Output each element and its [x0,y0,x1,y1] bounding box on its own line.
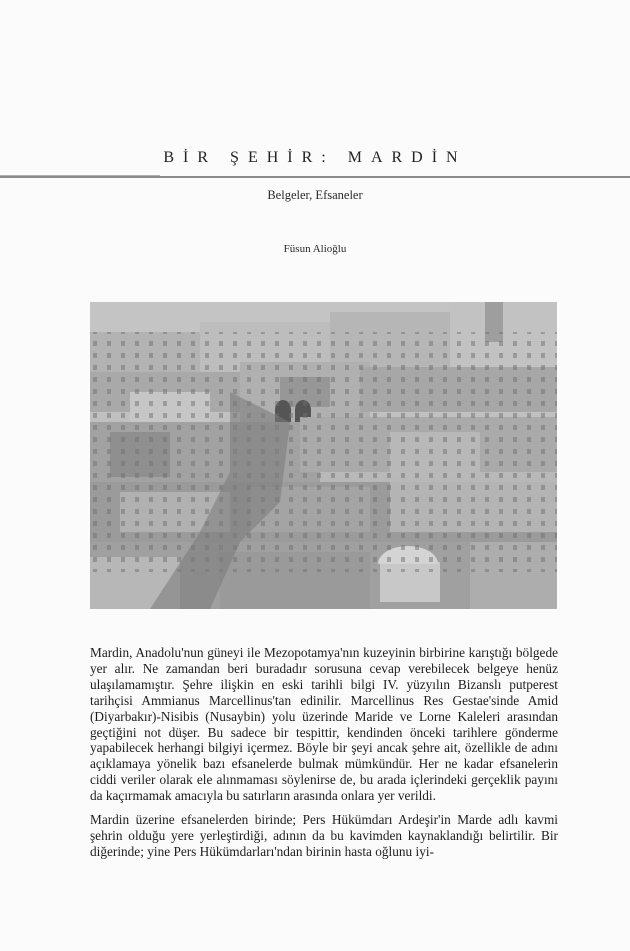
article-body [90,645,558,868]
page-subtitle: Belgeler, Efsaneler [267,188,363,202]
photo-mardin-cityscape [90,302,557,609]
paragraph: Mardin, Anadolu'nun güneyi ile Mezopotamya'nın kuzeyinin birbirine karıştığı bölgede yer alır. Ne zamandan beri buradadır sorusuna cevap verebilecek belgeye henüz ulaşılamamıştır. Şehre ilişkin en eski tarihli bilgi IV. yüzyılın Bizanslı putperest tarihçisi Ammianus Marcellinus'tan edinilir. Marcellinus Res Gestae'sinde Amid (Diyarbakır)-Nisibis (Nusaybin) yolu üzerinde Maride ve Lorne Kaleleri arasından geçtiğini not düşer. Bu sadece bir tespittir, kendinden önceki tarihlere gönderme yapabilecek herhangi bilgiyi içermez. Böyle bir şeyi ancak şehre ait, özellikle de adını açıklamaya yönelik bazı efsanelerde bulmak mümkündür. Her ne kadar efsanelerin ciddi veriler olarak ele alınmaması söylenirse de, bu arada içlerindeki gerçeklik payını da kaçırmamak amacıyla bu satırların arasında onlara yer verildi. [90,645,558,804]
page-title: BİR ŞEHİR: MARDİN [163,149,467,166]
paragraph: Mardin üzerine efsanelerden birinde; Pers Hükümdarı Ardeşir'in Marde adlı kavmi şehrin olduğu yere yerleştirdiği, adının da bu kavimden kaynaklandığı belirtilir. Bir diğerinde; yine Pers Hükümdarları'ndan birinin hasta oğlunu iyi- [90,812,558,859]
mardin-cityscape-photo [90,302,557,609]
author-name: Füsun Alioğlu [283,243,347,255]
title-divider [0,176,630,178]
